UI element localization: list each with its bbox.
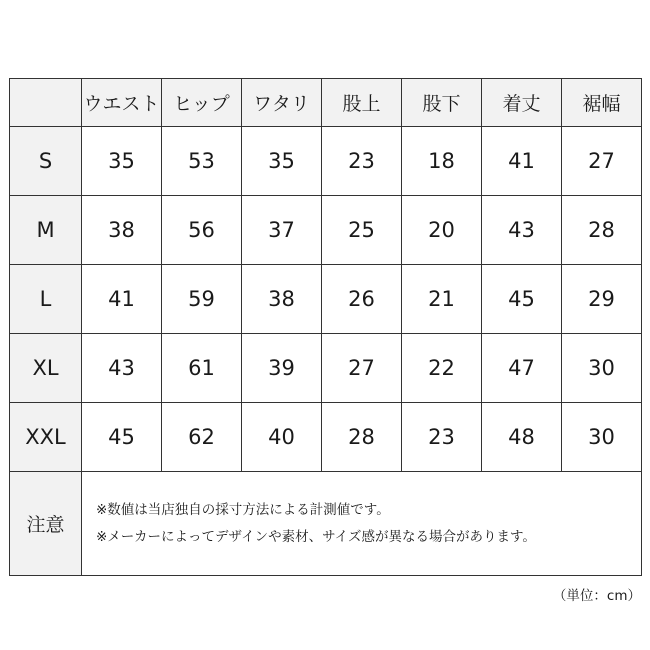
notes-label: 注意 (10, 472, 82, 576)
measurement-cell: 39 (242, 334, 322, 403)
measurement-cell: 56 (162, 196, 242, 265)
measurement-cell: 22 (402, 334, 482, 403)
measurement-cell: 38 (82, 196, 162, 265)
notes-body (82, 472, 642, 576)
measurement-cell: 43 (482, 196, 562, 265)
header-rise: 股上 (322, 79, 402, 127)
size-label: S (10, 127, 82, 196)
header-row (10, 79, 642, 127)
measurement-cell: 62 (162, 403, 242, 472)
measurement-cell: 43 (82, 334, 162, 403)
unit-caption: （単位：cm） (552, 588, 641, 604)
size-label: XXL (10, 403, 82, 472)
measurement-cell: 20 (402, 196, 482, 265)
measurement-cell: 28 (322, 403, 402, 472)
measurement-cell: 35 (242, 127, 322, 196)
measurement-cell: 38 (242, 265, 322, 334)
measurement-cell: 48 (482, 403, 562, 472)
measurement-cell: 18 (402, 127, 482, 196)
measurement-cell: 23 (322, 127, 402, 196)
table-row (10, 265, 642, 334)
measurement-cell: 29 (562, 265, 642, 334)
measurement-cell: 30 (562, 334, 642, 403)
measurement-cell: 25 (322, 196, 402, 265)
measurement-cell: 27 (322, 334, 402, 403)
table-row (10, 127, 642, 196)
measurement-cell: 45 (482, 265, 562, 334)
size-label: L (10, 265, 82, 334)
measurement-cell: 30 (562, 403, 642, 472)
measurement-cell: 41 (82, 265, 162, 334)
measurement-cell: 59 (162, 265, 242, 334)
header-hem-width: 裾幅 (562, 79, 642, 127)
corner-cell (10, 79, 82, 127)
measurement-cell: 26 (322, 265, 402, 334)
measurement-cell: 47 (482, 334, 562, 403)
measurement-cell: 23 (402, 403, 482, 472)
measurement-cell: 45 (82, 403, 162, 472)
measurement-cell: 35 (82, 127, 162, 196)
notes-row (10, 472, 642, 576)
note-line: ※数値は当店独自の採寸方法による計測値です。 (96, 501, 390, 518)
header-length: 着丈 (482, 79, 562, 127)
table-row (10, 334, 642, 403)
header-inseam: 股下 (402, 79, 482, 127)
size-label: XL (10, 334, 82, 403)
measurement-cell: 41 (482, 127, 562, 196)
note-line: ※メーカーによってデザインや素材、サイズ感が異なる場合があります。 (96, 528, 536, 545)
size-label: M (10, 196, 82, 265)
size-chart-table (9, 78, 642, 576)
header-thigh: ワタリ (242, 79, 322, 127)
table-row (10, 403, 642, 472)
measurement-cell: 40 (242, 403, 322, 472)
table-row (10, 196, 642, 265)
header-hip: ヒップ (162, 79, 242, 127)
measurement-cell: 53 (162, 127, 242, 196)
header-waist: ウエスト (82, 79, 162, 127)
measurement-cell: 37 (242, 196, 322, 265)
measurement-cell: 27 (562, 127, 642, 196)
measurement-cell: 61 (162, 334, 242, 403)
measurement-cell: 28 (562, 196, 642, 265)
measurement-cell: 21 (402, 265, 482, 334)
